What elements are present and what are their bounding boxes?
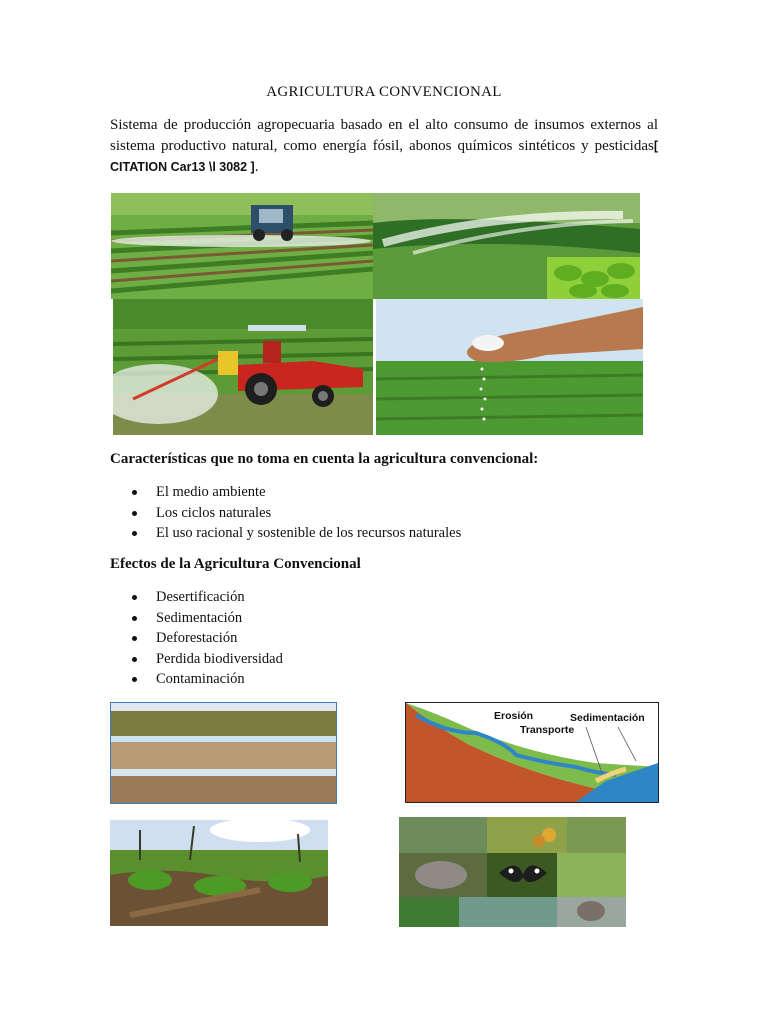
photo-tractor-spraying-rows (111, 193, 373, 299)
intro-citation: [ CITATION Car13 \l 3082 ] (110, 139, 658, 174)
list-item: Contaminación (130, 669, 283, 690)
label-transport: Transporte (520, 724, 575, 736)
effects-heading: Efectos de la Agricultura Convencional (110, 556, 361, 572)
list-item: El medio ambiente (130, 482, 461, 503)
list-item: El uso racional y sostenible de los recursos naturales (130, 523, 461, 544)
intro-text: Sistema de producción agropecuaria basado en el alto consumo de insumos externos al sistema productivo natural, como energía fósil, abonos químicos sintéticos y pesticidas (110, 117, 658, 154)
list-item: Los ciclos naturales (130, 503, 461, 524)
label-sedimentation: Sedimentación (570, 712, 645, 724)
photo-deforestation (110, 820, 328, 926)
page-title: AGRICULTURA CONVENCIONAL (266, 84, 502, 100)
photo-irrigation-sprinklers (373, 193, 640, 299)
intro-paragraph (110, 115, 658, 178)
characteristics-heading: Características que no toma en cuenta la agricultura convencional: (110, 451, 539, 467)
effects-list (130, 587, 283, 690)
list-item: Desertificación (130, 587, 283, 608)
intro-end: . (254, 159, 259, 175)
erosion-sedimentation-diagram (405, 702, 659, 803)
photo-hand-fertilizer (376, 299, 643, 435)
characteristics-list (130, 482, 461, 544)
photo-biodiversity-collage (399, 817, 626, 927)
list-item: Perdida biodiversidad (130, 649, 283, 670)
photo-desertification (110, 702, 337, 804)
list-item: Deforestación (130, 628, 283, 649)
label-erosion: Erosión (494, 710, 534, 722)
photo-red-tractor-pesticide (113, 299, 373, 435)
list-item: Sedimentación (130, 608, 283, 629)
